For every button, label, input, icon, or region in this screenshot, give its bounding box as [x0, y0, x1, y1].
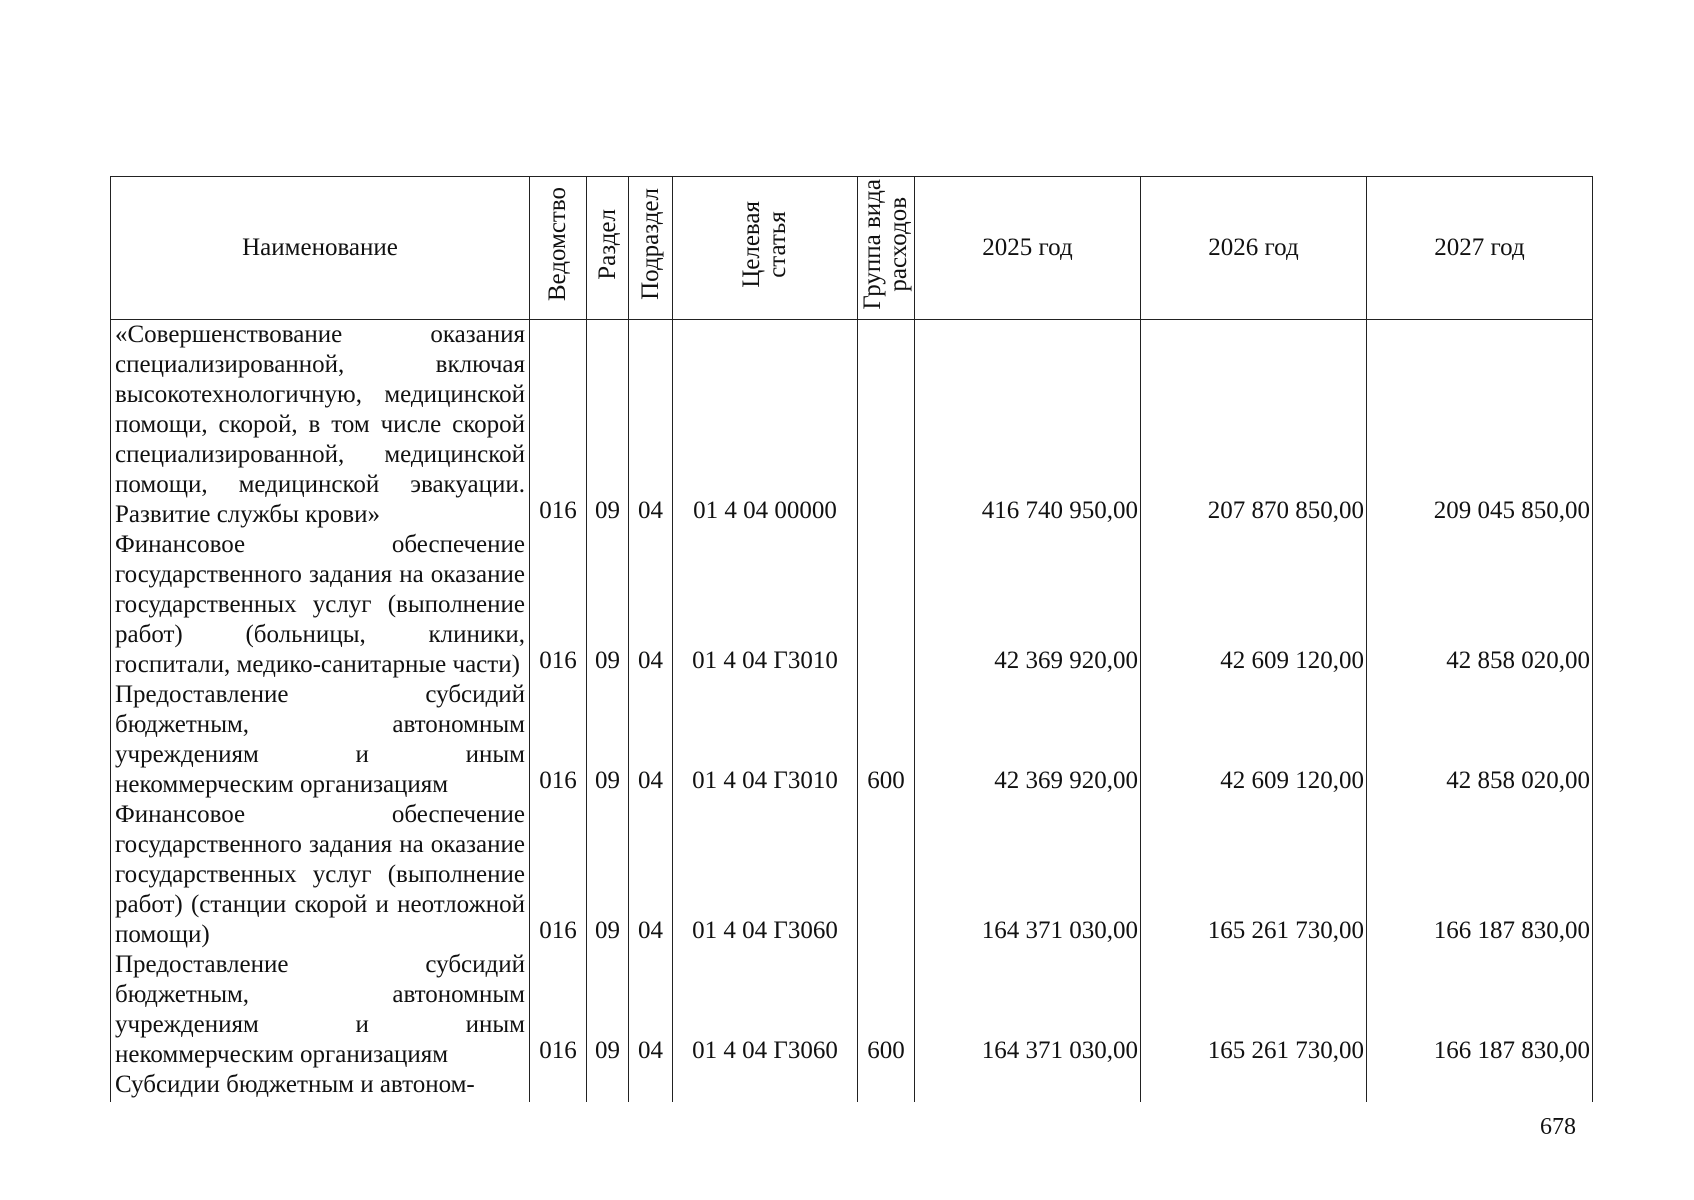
row-name: Предоставление субсидий бюджетным, автономным учреждениям и иным некоммерческим организациям: [111, 950, 530, 1070]
row-subsection: 04: [629, 530, 673, 680]
row-2026: 165 261 730,00: [1141, 950, 1367, 1070]
header-2027: 2027 год: [1367, 177, 1593, 320]
header-row: [111, 177, 1593, 320]
row-section: 09: [587, 320, 629, 531]
row-2026: [1141, 1070, 1367, 1102]
row-subsection: 04: [629, 680, 673, 800]
header-subsection: Подраздел: [629, 177, 673, 320]
row-2025: [915, 1070, 1141, 1102]
row-name: «Совершенствование оказания специализированной, включая высокотехнологичную, медицинской помощи, скорой, в том числе скорой специализированной, медицинской помощи, медицинской эвакуации. Развитие службы крови»: [111, 320, 530, 531]
header-name: Наименование: [111, 177, 530, 320]
row-target: 01 4 04 Г3010: [673, 530, 858, 680]
page-number: 678: [1540, 1114, 1576, 1140]
row-2025: 164 371 030,00: [915, 950, 1141, 1070]
header-2025: 2025 год: [915, 177, 1141, 320]
row-group: [858, 1070, 915, 1102]
table-row-partial: [111, 1070, 1593, 1102]
row-group: [858, 800, 915, 950]
row-2025: 416 740 950,00: [915, 320, 1141, 531]
table-row: [111, 680, 1593, 800]
row-2027: 42 858 020,00: [1367, 680, 1593, 800]
row-subsection: 04: [629, 800, 673, 950]
header-2026: 2026 год: [1141, 177, 1367, 320]
row-group: 600: [858, 950, 915, 1070]
row-name: Предоставление субсидий бюджетным, автономным учреждениям и иным некоммерческим организациям: [111, 680, 530, 800]
row-target: 01 4 04 00000: [673, 320, 858, 531]
row-2026: 165 261 730,00: [1141, 800, 1367, 950]
row-name: Финансовое обеспечение государственного задания на оказание государственных услуг (выполнение работ) (больницы, клиники, госпитали, медико-санитарные части): [111, 530, 530, 680]
row-2027: 42 858 020,00: [1367, 530, 1593, 680]
row-section: 09: [587, 530, 629, 680]
row-2027: [1367, 1070, 1593, 1102]
row-2025: 164 371 030,00: [915, 800, 1141, 950]
row-2025: 42 369 920,00: [915, 530, 1141, 680]
row-subsection: 04: [629, 320, 673, 531]
row-dept: [530, 1070, 587, 1102]
row-dept: 016: [530, 530, 587, 680]
row-2027: 209 045 850,00: [1367, 320, 1593, 531]
table-row: [111, 320, 1593, 531]
row-group: [858, 320, 915, 531]
budget-table: [110, 176, 1593, 1102]
row-group: [858, 530, 915, 680]
table-row: [111, 800, 1593, 950]
row-subsection: 04: [629, 950, 673, 1070]
row-2026: 42 609 120,00: [1141, 680, 1367, 800]
row-name: Финансовое обеспечение государственного задания на оказание государственных услуг (выполнение работ) (станции скорой и неотложной помощи): [111, 800, 530, 950]
row-target: [673, 1070, 858, 1102]
row-dept: 016: [530, 800, 587, 950]
row-group: 600: [858, 680, 915, 800]
table-row: [111, 530, 1593, 680]
row-subsection: [629, 1070, 673, 1102]
row-2025: 42 369 920,00: [915, 680, 1141, 800]
header-group: Группа вида расходов: [858, 177, 915, 320]
header-section: Раздел: [587, 177, 629, 320]
header-target: Целевая статья: [673, 177, 858, 320]
row-2027: 166 187 830,00: [1367, 800, 1593, 950]
row-dept: 016: [530, 950, 587, 1070]
row-target: 01 4 04 Г3010: [673, 680, 858, 800]
row-section: 09: [587, 950, 629, 1070]
row-dept: 016: [530, 680, 587, 800]
row-2027: 166 187 830,00: [1367, 950, 1593, 1070]
header-dept: Ведомство: [530, 177, 587, 320]
table-row: [111, 950, 1593, 1070]
row-dept: 016: [530, 320, 587, 531]
row-name: Субсидии бюджетным и автоном-: [111, 1070, 530, 1102]
row-2026: 42 609 120,00: [1141, 530, 1367, 680]
row-section: 09: [587, 680, 629, 800]
row-section: [587, 1070, 629, 1102]
row-2026: 207 870 850,00: [1141, 320, 1367, 531]
row-section: 09: [587, 800, 629, 950]
row-target: 01 4 04 Г3060: [673, 800, 858, 950]
row-target: 01 4 04 Г3060: [673, 950, 858, 1070]
